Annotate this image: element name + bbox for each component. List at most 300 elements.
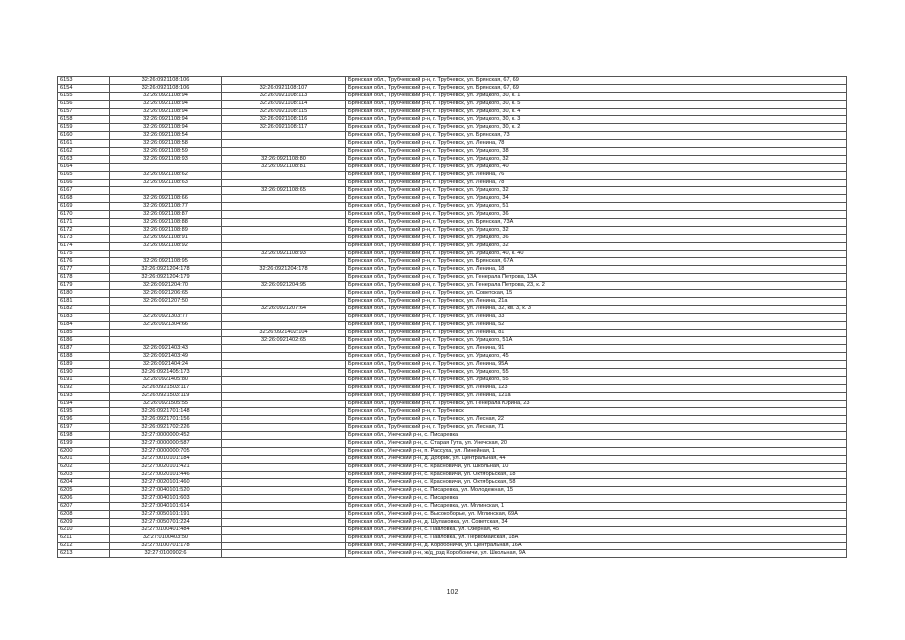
- page-number: 102: [446, 589, 459, 596]
- related-cadastral-number-cell: [222, 361, 346, 369]
- address-cell: Брянская обл., Унечский р-н, с. Писаревка: [346, 432, 847, 440]
- related-cadastral-number-cell: [222, 77, 346, 85]
- row-number-cell: 6205: [58, 487, 110, 495]
- related-cadastral-number-cell: [222, 203, 346, 211]
- related-cadastral-number-cell: [222, 148, 346, 156]
- address-cell: Брянская обл., Трубчевский р-н, г. Трубчевск, ул. Урицкого, 32: [346, 242, 847, 250]
- table-row: [58, 92, 847, 100]
- table-row: [58, 495, 847, 503]
- cadastral-number-cell: 32:26:0921108:94: [110, 116, 222, 124]
- related-cadastral-number-cell: [222, 487, 346, 495]
- address-cell: Брянская обл., Трубчевский р-н, г. Трубчевск, ул. Урицкого, 30, к. 2: [346, 124, 847, 132]
- table-row: [58, 408, 847, 416]
- cadastral-number-cell: 32:26:0921108:89: [110, 226, 222, 234]
- row-number-cell: 6168: [58, 195, 110, 203]
- address-cell: Брянская обл., Унечский р-н, с. Красновичи, ул. Школьная, 10: [346, 463, 847, 471]
- table-row: [58, 329, 847, 337]
- related-cadastral-number-cell: 32:26:0921108:65: [222, 187, 346, 195]
- row-number-cell: 6179: [58, 282, 110, 290]
- row-number-cell: 6204: [58, 479, 110, 487]
- address-cell: Брянская обл., Трубчевский р-н, г. Трубчевск, ул. Ленина, 21а: [346, 297, 847, 305]
- table-row: [58, 148, 847, 156]
- table-row: [58, 361, 847, 369]
- table-row: [58, 479, 847, 487]
- cadastral-number-cell: 32:27:0050101:191: [110, 510, 222, 518]
- address-cell: Брянская обл., Трубчевский р-н, г. Трубчевск, ул. Ленина, 52: [346, 321, 847, 329]
- related-cadastral-number-cell: 32:26:0921108:115: [222, 108, 346, 116]
- related-cadastral-number-cell: [222, 376, 346, 384]
- register-table: [57, 76, 847, 558]
- address-cell: Брянская обл., Трубчевский р-н, г. Трубчевск, ул. Ленина, 76: [346, 171, 847, 179]
- table-row: [58, 313, 847, 321]
- row-number-cell: 6206: [58, 495, 110, 503]
- row-number-cell: 6200: [58, 447, 110, 455]
- table-row: [58, 179, 847, 187]
- table-row: [58, 203, 847, 211]
- table-row: [58, 321, 847, 329]
- cadastral-number-cell: 32:26:0921108:59: [110, 148, 222, 156]
- table-row: [58, 463, 847, 471]
- cadastral-number-cell: 32:26:0921206:65: [110, 290, 222, 298]
- row-number-cell: 6203: [58, 471, 110, 479]
- row-number-cell: 6198: [58, 432, 110, 440]
- row-number-cell: 6159: [58, 124, 110, 132]
- table-row: [58, 305, 847, 313]
- cadastral-number-cell: 32:26:0921503:117: [110, 384, 222, 392]
- row-number-cell: 6155: [58, 92, 110, 100]
- address-cell: Брянская обл., Унечский р-н, с. Павловка, ул. Озерная, 45: [346, 526, 847, 534]
- address-cell: Брянская обл., Трубчевский р-н, г. Трубчевск, ул. Ленина, 95А: [346, 361, 847, 369]
- cadastral-number-cell: 32:27:0040101:603: [110, 495, 222, 503]
- row-number-cell: 6153: [58, 77, 110, 85]
- address-cell: Брянская обл., Трубчевский р-н, г. Трубчевск: [346, 408, 847, 416]
- cadastral-number-cell: 32:27:0000000:587: [110, 439, 222, 447]
- row-number-cell: 6185: [58, 329, 110, 337]
- address-cell: Брянская обл., Трубчевский р-н, г. Трубчевск, ул. Ленина, 81: [346, 329, 847, 337]
- table-row: [58, 526, 847, 534]
- related-cadastral-number-cell: [222, 211, 346, 219]
- table-row: [58, 100, 847, 108]
- row-number-cell: 6178: [58, 274, 110, 282]
- table-row: [58, 187, 847, 195]
- row-number-cell: 6161: [58, 140, 110, 148]
- address-cell: Брянская обл., Унечский р-н, д. Коробоничи, ул. Центральная, 16А: [346, 542, 847, 550]
- related-cadastral-number-cell: [222, 368, 346, 376]
- related-cadastral-number-cell: 32:26:0921108:107: [222, 84, 346, 92]
- related-cadastral-number-cell: [222, 140, 346, 148]
- cadastral-number-cell: 32:26:0921108:63: [110, 179, 222, 187]
- address-cell: Брянская обл., Трубчевский р-н, г. Трубчевск, ул. Урицкого, 51: [346, 203, 847, 211]
- related-cadastral-number-cell: [222, 321, 346, 329]
- address-cell: Брянская обл., Унечский р-н, с. Писаревка, ул. Молодежная, 15: [346, 487, 847, 495]
- cadastral-number-cell: [110, 187, 222, 195]
- cadastral-number-cell: [110, 329, 222, 337]
- table-row: [58, 132, 847, 140]
- cadastral-number-cell: 32:26:0921204:178: [110, 266, 222, 274]
- address-cell: Брянская обл., Трубчевский р-н, г. Трубчевск, ул. Урицкого, 38: [346, 148, 847, 156]
- address-cell: Брянская обл., Трубчевский р-н, г. Трубчевск, ул. Урицкого, 36: [346, 211, 847, 219]
- cadastral-number-cell: 32:26:0921108:54: [110, 132, 222, 140]
- cadastral-number-cell: 32:27:0100403:50: [110, 534, 222, 542]
- table-row: [58, 219, 847, 227]
- address-cell: Брянская обл., Трубчевский р-н, г. Трубчевск, ул. Ленина, 32, кв. 3, к. 3: [346, 305, 847, 313]
- table-row: [58, 518, 847, 526]
- row-number-cell: 6164: [58, 163, 110, 171]
- address-cell: Брянская обл., Трубчевский р-н, г. Трубчевск, ул. Ленина, 91: [346, 345, 847, 353]
- cadastral-number-cell: 32:26:0921303:77: [110, 313, 222, 321]
- table-row: [58, 376, 847, 384]
- related-cadastral-number-cell: [222, 534, 346, 542]
- table-row: [58, 297, 847, 305]
- cadastral-number-cell: 32:26:0921108:94: [110, 100, 222, 108]
- cadastral-number-cell: 32:27:0020101:460: [110, 479, 222, 487]
- table-row: [58, 353, 847, 361]
- related-cadastral-number-cell: 32:26:0921108:116: [222, 116, 346, 124]
- cadastral-number-cell: 32:27:0000000:452: [110, 432, 222, 440]
- cadastral-number-cell: 32:26:0921207:50: [110, 297, 222, 305]
- address-cell: Брянская обл., Трубчевский р-н, г. Трубчевск, ул. Урицкого, 30, к. 3: [346, 116, 847, 124]
- address-cell: Брянская обл., Унечский р-н, с. Павловка, ул. Первомайская, 18А: [346, 534, 847, 542]
- address-cell: Брянская обл., Унечский р-н, с. Красновичи, ул. Октябрьская, 18: [346, 471, 847, 479]
- related-cadastral-number-cell: 32:26:0921108:114: [222, 100, 346, 108]
- row-number-cell: 6170: [58, 211, 110, 219]
- cadastral-number-cell: 32:26:0921701:156: [110, 416, 222, 424]
- address-cell: Брянская обл., Унечский р-н, п. Рассуха, ул. Линейная, 1: [346, 447, 847, 455]
- table-row: [58, 542, 847, 550]
- cadastral-number-cell: 32:26:0921701:148: [110, 408, 222, 416]
- related-cadastral-number-cell: 32:26:0921108:113: [222, 92, 346, 100]
- row-number-cell: 6193: [58, 392, 110, 400]
- table-row: [58, 400, 847, 408]
- cadastral-number-cell: 32:26:0921108:87: [110, 211, 222, 219]
- related-cadastral-number-cell: [222, 345, 346, 353]
- table-row: [58, 171, 847, 179]
- row-number-cell: 6188: [58, 353, 110, 361]
- table-row: [58, 384, 847, 392]
- cadastral-number-cell: 32:26:0921108:94: [110, 92, 222, 100]
- address-cell: Брянская обл., Унечский р-н, с. Красновичи, ул. Октябрьская, 58: [346, 479, 847, 487]
- row-number-cell: 6154: [58, 84, 110, 92]
- table-row: [58, 250, 847, 258]
- cadastral-number-cell: [110, 337, 222, 345]
- address-cell: Брянская обл., Трубчевский р-н, г. Трубчевск, ул. Урицкого, 55: [346, 376, 847, 384]
- row-number-cell: 6183: [58, 313, 110, 321]
- cadastral-number-cell: 32:26:0921505:55: [110, 400, 222, 408]
- related-cadastral-number-cell: [222, 195, 346, 203]
- address-cell: Брянская обл., Трубчевский р-н, г. Трубчевск, ул. Урицкого, 32: [346, 187, 847, 195]
- row-number-cell: 6212: [58, 542, 110, 550]
- row-number-cell: 6187: [58, 345, 110, 353]
- address-cell: Брянская обл., Унечский р-н, с. Высокоборье, ул. Мглинская, 69А: [346, 510, 847, 518]
- table-row: [58, 282, 847, 290]
- cadastral-number-cell: 32:26:0921108:94: [110, 124, 222, 132]
- table-row: [58, 226, 847, 234]
- related-cadastral-number-cell: [222, 132, 346, 140]
- table-row: [58, 447, 847, 455]
- register-table-body: [58, 77, 847, 558]
- row-number-cell: 6207: [58, 503, 110, 511]
- cadastral-number-cell: 32:26:0921108:66: [110, 195, 222, 203]
- address-cell: Брянская обл., Трубчевский р-н, г. Трубчевск, ул. Урицкого, 55: [346, 368, 847, 376]
- row-number-cell: 6202: [58, 463, 110, 471]
- related-cadastral-number-cell: [222, 392, 346, 400]
- row-number-cell: 6210: [58, 526, 110, 534]
- related-cadastral-number-cell: 32:26:0921207:64: [222, 305, 346, 313]
- address-cell: Брянская обл., Трубчевский р-н, г. Трубчевск, ул. Ленина, 33: [346, 313, 847, 321]
- cadastral-number-cell: 32:27:0100701:178: [110, 542, 222, 550]
- related-cadastral-number-cell: [222, 550, 346, 558]
- cadastral-number-cell: [110, 163, 222, 171]
- row-number-cell: 6163: [58, 155, 110, 163]
- table-row: [58, 155, 847, 163]
- related-cadastral-number-cell: [222, 495, 346, 503]
- row-number-cell: 6209: [58, 518, 110, 526]
- address-cell: Брянская обл., Унечский р-н, д. Добрик, ул. Центральная, 44: [346, 455, 847, 463]
- table-row: [58, 345, 847, 353]
- address-cell: Брянская обл., Трубчевский р-н, г. Трубчевск, ул. Генерала Петрова, 23, к. 2: [346, 282, 847, 290]
- table-row: [58, 416, 847, 424]
- address-cell: Брянская обл., Трубчевский р-н, г. Трубчевск, ул. Советская, 15: [346, 290, 847, 298]
- row-number-cell: 6175: [58, 250, 110, 258]
- cadastral-number-cell: 32:26:0921108:77: [110, 203, 222, 211]
- cadastral-number-cell: 32:27:0020101:446: [110, 471, 222, 479]
- related-cadastral-number-cell: [222, 234, 346, 242]
- cadastral-number-cell: 32:26:0921204:179: [110, 274, 222, 282]
- address-cell: Брянская обл., Трубчевский р-н, г. Трубчевск, ул. Урицкого, 36: [346, 234, 847, 242]
- address-cell: Брянская обл., Трубчевский р-н, г. Трубчевск, ул. Урицкого, 34: [346, 195, 847, 203]
- table-row: [58, 266, 847, 274]
- related-cadastral-number-cell: [222, 408, 346, 416]
- cadastral-number-cell: 32:26:0921404:24: [110, 361, 222, 369]
- cadastral-number-cell: 32:26:0921108:88: [110, 219, 222, 227]
- cadastral-number-cell: 32:26:0921108:106: [110, 77, 222, 85]
- row-number-cell: 6160: [58, 132, 110, 140]
- cadastral-number-cell: 32:26:0921304:66: [110, 321, 222, 329]
- related-cadastral-number-cell: [222, 274, 346, 282]
- related-cadastral-number-cell: [222, 432, 346, 440]
- cadastral-number-cell: 32:26:0921108:58: [110, 140, 222, 148]
- related-cadastral-number-cell: [222, 242, 346, 250]
- row-number-cell: 6177: [58, 266, 110, 274]
- related-cadastral-number-cell: 32:26:0921204:178: [222, 266, 346, 274]
- cadastral-number-cell: 32:27:0020101:421: [110, 463, 222, 471]
- row-number-cell: 6191: [58, 376, 110, 384]
- related-cadastral-number-cell: [222, 439, 346, 447]
- address-cell: Брянская обл., Трубчевский р-н, г. Трубчевск, ул. Урицкого, 51А: [346, 337, 847, 345]
- table-row: [58, 140, 847, 148]
- cadastral-number-cell: 32:27:0050701:224: [110, 518, 222, 526]
- table-row: [58, 234, 847, 242]
- address-cell: Брянская обл., Трубчевский р-н, г. Трубчевск, ул. Урицкого, 30, к. 4: [346, 108, 847, 116]
- table-row: [58, 163, 847, 171]
- row-number-cell: 6173: [58, 234, 110, 242]
- cadastral-number-cell: 32:27:0010101:184: [110, 455, 222, 463]
- address-cell: Брянская обл., Трубчевский р-н, г. Трубчевск, ул. Ленина, 78: [346, 179, 847, 187]
- related-cadastral-number-cell: 32:26:0921402:104: [222, 329, 346, 337]
- row-number-cell: 6197: [58, 424, 110, 432]
- related-cadastral-number-cell: [222, 463, 346, 471]
- table-row: [58, 124, 847, 132]
- table-row: [58, 337, 847, 345]
- cadastral-number-cell: 32:26:0921108:94: [110, 108, 222, 116]
- row-number-cell: 6194: [58, 400, 110, 408]
- table-row: [58, 471, 847, 479]
- address-cell: Брянская обл., Трубчевский р-н, г. Трубчевск, ул. Ленина, 123: [346, 384, 847, 392]
- cadastral-number-cell: 32:26:0921108:92: [110, 242, 222, 250]
- cadastral-number-cell: 32:26:0921503:119: [110, 392, 222, 400]
- address-cell: Брянская обл., Унечский р-н, д. Шулаковка, ул. Советская, 34: [346, 518, 847, 526]
- row-number-cell: 6190: [58, 368, 110, 376]
- table-row: [58, 487, 847, 495]
- table-row: [58, 392, 847, 400]
- address-cell: Брянская обл., Трубчевский р-н, г. Трубчевск, ул. Генерала Юрина, 23: [346, 400, 847, 408]
- row-number-cell: 6169: [58, 203, 110, 211]
- table-row: [58, 510, 847, 518]
- row-number-cell: 6184: [58, 321, 110, 329]
- table-row: [58, 424, 847, 432]
- related-cadastral-number-cell: 32:26:0921108:80: [222, 155, 346, 163]
- cadastral-number-cell: 32:26:0921403:43: [110, 345, 222, 353]
- address-cell: Брянская обл., Трубчевский р-н, г. Трубчевск, ул. Урицкого, 40, к. 40: [346, 250, 847, 258]
- row-number-cell: 6157: [58, 108, 110, 116]
- address-cell: Брянская обл., Унечский р-н, с. Писаревка: [346, 495, 847, 503]
- row-number-cell: 6180: [58, 290, 110, 298]
- address-cell: Брянская обл., Трубчевский р-н, г. Трубчевск, ул. Урицкого, 30, к. 5: [346, 100, 847, 108]
- row-number-cell: 6192: [58, 384, 110, 392]
- address-cell: Брянская обл., Трубчевский р-н, г. Трубчевск, ул. Ленина, 18: [346, 266, 847, 274]
- related-cadastral-number-cell: [222, 542, 346, 550]
- related-cadastral-number-cell: [222, 226, 346, 234]
- row-number-cell: 6213: [58, 550, 110, 558]
- related-cadastral-number-cell: 32:26:0921108:93: [222, 250, 346, 258]
- related-cadastral-number-cell: [222, 179, 346, 187]
- table-row: [58, 77, 847, 85]
- address-cell: Брянская обл., Трубчевский р-н, г. Трубчевск, ул. Брянская, 73А: [346, 219, 847, 227]
- cadastral-number-cell: 32:26:0921108:95: [110, 258, 222, 266]
- address-cell: Брянская обл., Трубчевский р-н, г. Трубчевск, ул. Ленина, 78: [346, 140, 847, 148]
- related-cadastral-number-cell: [222, 479, 346, 487]
- cadastral-number-cell: [110, 305, 222, 313]
- row-number-cell: 6181: [58, 297, 110, 305]
- cadastral-number-cell: 32:26:0921108:91: [110, 234, 222, 242]
- address-cell: Брянская обл., Унечский р-н, с. Старая Гута, ул. Унечская, 20: [346, 439, 847, 447]
- cadastral-number-cell: 32:26:0921405:80: [110, 376, 222, 384]
- row-number-cell: 6172: [58, 226, 110, 234]
- table-row: [58, 368, 847, 376]
- address-cell: Брянская обл., Трубчевский р-н, г. Трубчевск, ул. Генерала Петрова, 13А: [346, 274, 847, 282]
- related-cadastral-number-cell: [222, 455, 346, 463]
- table-row: [58, 84, 847, 92]
- table-row: [58, 550, 847, 558]
- table-row: [58, 439, 847, 447]
- related-cadastral-number-cell: [222, 297, 346, 305]
- address-cell: Брянская обл., Трубчевский р-н, г. Трубчевск, ул. Урицкого, 32: [346, 226, 847, 234]
- row-number-cell: 6196: [58, 416, 110, 424]
- table-row: [58, 195, 847, 203]
- related-cadastral-number-cell: 32:26:0921402:65: [222, 337, 346, 345]
- table-row: [58, 258, 847, 266]
- related-cadastral-number-cell: [222, 171, 346, 179]
- related-cadastral-number-cell: [222, 526, 346, 534]
- related-cadastral-number-cell: [222, 353, 346, 361]
- row-number-cell: 6162: [58, 148, 110, 156]
- related-cadastral-number-cell: [222, 510, 346, 518]
- cadastral-number-cell: 32:27:0040101:614: [110, 503, 222, 511]
- row-number-cell: 6186: [58, 337, 110, 345]
- address-cell: Брянская обл., Трубчевский р-н, г. Трубчевск, ул. Брянская, 73: [346, 132, 847, 140]
- row-number-cell: 6208: [58, 510, 110, 518]
- cadastral-number-cell: 32:26:0921108:106: [110, 84, 222, 92]
- row-number-cell: 6171: [58, 219, 110, 227]
- cadastral-number-cell: 32:26:0921702:226: [110, 424, 222, 432]
- row-number-cell: 6211: [58, 534, 110, 542]
- row-number-cell: 6195: [58, 408, 110, 416]
- cadastral-number-cell: 32:27:0100902:6: [110, 550, 222, 558]
- row-number-cell: 6182: [58, 305, 110, 313]
- related-cadastral-number-cell: [222, 447, 346, 455]
- related-cadastral-number-cell: [222, 258, 346, 266]
- address-cell: Брянская обл., Трубчевский р-н, г. Трубчевск, ул. Ленина, 121а: [346, 392, 847, 400]
- related-cadastral-number-cell: [222, 400, 346, 408]
- row-number-cell: 6166: [58, 179, 110, 187]
- row-number-cell: 6174: [58, 242, 110, 250]
- table-row: [58, 211, 847, 219]
- cadastral-number-cell: 32:26:0921204:70: [110, 282, 222, 290]
- table-row: [58, 274, 847, 282]
- address-cell: Брянская обл., Унечский р-н, с. Писаревка, ул. Мглинская, 1: [346, 503, 847, 511]
- cadastral-number-cell: 32:27:0040101:520: [110, 487, 222, 495]
- row-number-cell: 6165: [58, 171, 110, 179]
- address-cell: Брянская обл., Унечский р-н, ж/д_рзд Коробоничи, ул. Школьная, 9А: [346, 550, 847, 558]
- table-row: [58, 116, 847, 124]
- related-cadastral-number-cell: [222, 416, 346, 424]
- cadastral-number-cell: 32:26:0921403:49: [110, 353, 222, 361]
- address-cell: Брянская обл., Трубчевский р-н, г. Трубчевск, ул. Брянская, 67, 69: [346, 77, 847, 85]
- related-cadastral-number-cell: [222, 219, 346, 227]
- table-row: [58, 534, 847, 542]
- table-row: [58, 455, 847, 463]
- address-cell: Брянская обл., Трубчевский р-н, г. Трубчевск, ул. Лесная, 22: [346, 416, 847, 424]
- address-cell: Брянская обл., Трубчевский р-н, г. Трубчевск, ул. Урицкого, 32: [346, 155, 847, 163]
- related-cadastral-number-cell: [222, 424, 346, 432]
- row-number-cell: 6158: [58, 116, 110, 124]
- cadastral-number-cell: 32:27:0100401:484: [110, 526, 222, 534]
- address-cell: Брянская обл., Трубчевский р-н, г. Трубчевск, ул. Урицкого, 45: [346, 353, 847, 361]
- related-cadastral-number-cell: [222, 503, 346, 511]
- address-cell: Брянская обл., Трубчевский р-н, г. Трубчевск, ул. Брянская, 67, 69: [346, 84, 847, 92]
- table-row: [58, 290, 847, 298]
- address-cell: Брянская обл., Трубчевский р-н, г. Трубчевск, ул. Урицкого, 30, к. 1: [346, 92, 847, 100]
- cadastral-number-cell: [110, 250, 222, 258]
- related-cadastral-number-cell: [222, 313, 346, 321]
- cadastral-number-cell: 32:26:0921108:62: [110, 171, 222, 179]
- related-cadastral-number-cell: [222, 518, 346, 526]
- row-number-cell: 6199: [58, 439, 110, 447]
- row-number-cell: 6156: [58, 100, 110, 108]
- address-cell: Брянская обл., Трубчевский р-н, г. Трубчевск, ул. Лесная, 71: [346, 424, 847, 432]
- address-cell: Брянская обл., Трубчевский р-н, г. Трубчевск, ул. Брянская, 67А: [346, 258, 847, 266]
- cadastral-number-cell: 32:26:0921108:93: [110, 155, 222, 163]
- table-row: [58, 432, 847, 440]
- address-cell: Брянская обл., Трубчевский р-н, г. Трубчевск, ул. Урицкого, 40: [346, 163, 847, 171]
- row-number-cell: 6176: [58, 258, 110, 266]
- cadastral-number-cell: 32:27:0000000:705: [110, 447, 222, 455]
- related-cadastral-number-cell: [222, 471, 346, 479]
- related-cadastral-number-cell: [222, 384, 346, 392]
- row-number-cell: 6201: [58, 455, 110, 463]
- cadastral-number-cell: 32:26:0921405:173: [110, 368, 222, 376]
- related-cadastral-number-cell: 32:26:0921108:117: [222, 124, 346, 132]
